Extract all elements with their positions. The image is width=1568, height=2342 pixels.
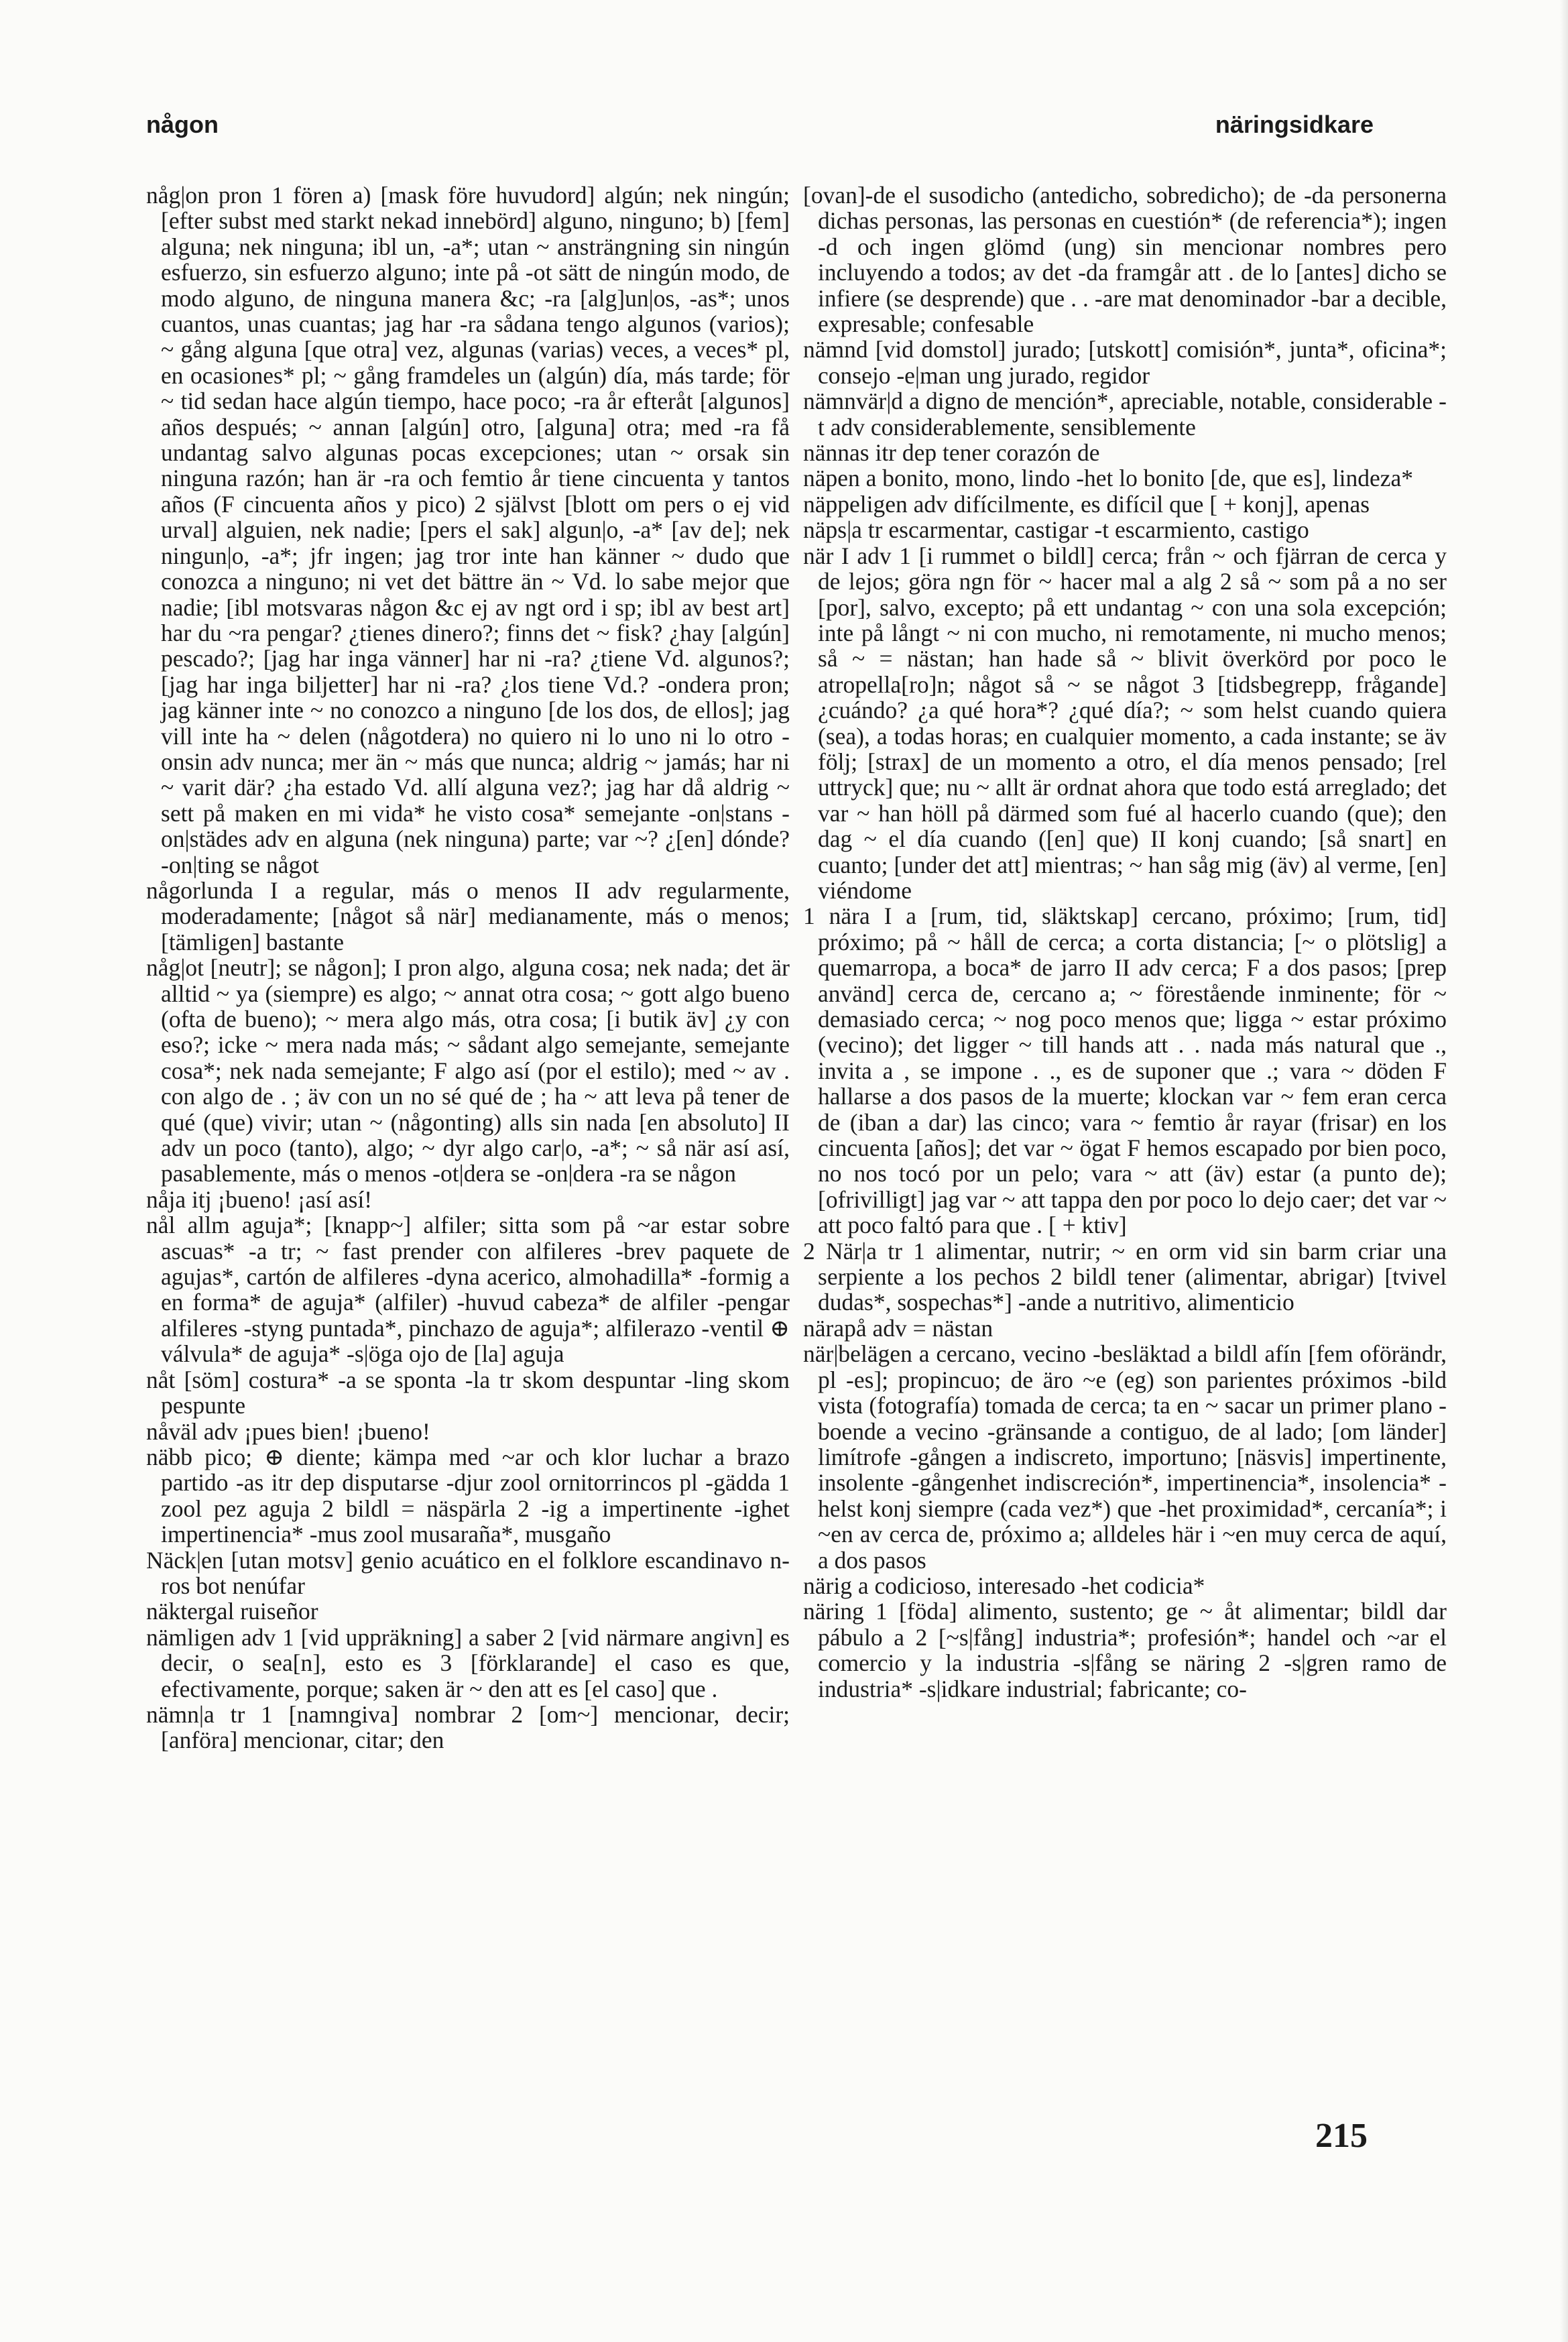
page-edge-shadow — [1560, 0, 1568, 2342]
dictionary-entry: 2 När|a tr 1 alimentar, nutrir; ~ en orm vid sin barm criar una serpiente a los pechos 2 bildl tener (alimentar, abrigar) [tvivel dudas*, sospechas*] -ande a nutritivo, alimenticio — [803, 1237, 1447, 1316]
dictionary-entry: när I adv 1 [i rummet o bildl] cerca; från ~ och fjärran de cerca y de lejos; göra ngn för ~ hacer mal a alg 2 så ~ som på a no ser [por], salvo, excepto; på ett undantag ~ con una sola excepción; inte på långt ~ ni con mucho, ni remotamente, ni mucho menos; så ~ = nästan; han hade så ~ blivit överkörd por poco le atropella[ro]n; något så ~ se något 3 [tidsbegrepp, frågande] ¿cuándo? ¿a qué hora*? ¿qué día?; ~ som helst cuando quiera (sea), a todas horas; en cualquier momento, a cada instante; se äv följ; [strax] de un momento a otro, el día menos pensado; [rel uttryck] que; nu ~ allt är ordnat ahora que todo está arreglado; det var ~ han höll på därmed som fué al hacerlo cuando (que); den dag ~ el día cuando ([en] que) II konj cuando; [så snart] en cuanto; [under det att] mientras; ~ han såg mig (äv) al verme, [en] viéndome — [803, 542, 1447, 904]
dictionary-entry: nännas itr dep tener corazón de — [803, 439, 1100, 467]
dictionary-entry: näbb pico; ⊕ diente; kämpa med ~ar och klor luchar a brazo partido -as itr dep disputarse -djur zool ornitorrincos pl -gädda 1 zool pez aguja 2 bildl = näspärla 2 -ig a impertinente -ighet impertinencia* -mus zool musaraña*, musgaño — [146, 1443, 790, 1548]
running-header — [0, 111, 1568, 151]
dictionary-entry: nåväl adv ¡pues bien! ¡bueno! — [146, 1417, 430, 1445]
dictionary-entry: näring 1 [föda] alimento, sustento; ge ~ åt alimentar; bildl dar pábulo a 2 [~s|fång] industria*; profesión*; handel och ~ar el comercio y la industria -s|fång se näring 2 -s|gren ramo de industria* -s|idkare industrial; fabricante; co- — [803, 1598, 1447, 1702]
dictionary-entry: någ|ot [neutr]; se någon]; I pron algo, alguna cosa; nek nada; det är alltid ~ ya (siempre) es algo; ~ annat otra cosa; ~ gott algo bueno (ofta de bueno); ~ mera algo más, otra cosa; [i butik äv] ¿y con eso?; icke ~ mera nada más; ~ sådant algo semejante, semejante cosa*; nek nada semejante; F algo así (por el estilo); med ~ av . con algo de . ; äv con un no sé qué de ; ha ~ att leva på tener de qué (que) vivir; utan ~ (någonting) alls sin nada [en absoluto] II adv un poco (tanto), algo; ~ dyr algo car|o, -a*; ~ så när así así, pasablemente, más o menos -ot|dera se -on|dera -ra se någon — [146, 954, 790, 1187]
dictionary-entry: närapå adv = nästan — [803, 1314, 993, 1342]
page-number: 215 — [1315, 2117, 1368, 2155]
dictionary-entry: Näck|en [utan motsv] genio acuático en el folklore escandinavo n-ros bot nenúfar — [146, 1546, 790, 1599]
dictionary-entry: någorlunda I a regular, más o menos II adv regularmente, moderadamente; [något så när] medianamente, más o menos; [tämligen] bastante — [146, 876, 790, 955]
dictionary-entry: nämnd [vid domstol] jurado; [utskott] comisión*, junta*, oficina*; consejo -e|man ung jurado, regidor — [803, 336, 1447, 389]
dictionary-entry: någ|on pron 1 fören a) [mask före huvudord] algún; nek ningún; [efter subst med starkt nekad innebörd] alguno, ninguno; b) [fem] alguna; nek ninguna; ibl un, -a*; utan ~ ansträngning sin ningún esfuerzo, sin esfuerzo alguno; inte på -ot sätt de ningún modo, de modo alguno, de ninguna manera &c; -ra [alg]un|os, -as*; unos cuantos, unas cuantas; jag har -ra sådana tengo algunos (varios); ~ gång alguna [que otra] vez, algunas (varias) veces, a veces* pl, en ocasiones* pl; ~ gång framdeles un (algún) día, más tarde; för ~ tid sedan hace algún tiempo, hace poco; -ra år efteråt [algunos] años después; ~ annan [algún] otro, [alguna] otra; med -ra få undantag salvo algunas pocas excepciones; utan ~ orsak sin ninguna razón; han är -ra och femtio år tiene cincuenta y tantos años (F cincuenta años y pico) 2 självst [blott om pers o ej vid urval] alguien, nek nadie; [pers el sak] algun|o, -a* [av de]; nek ningun|o, -a*; jfr ingen; jag tror inte han känner ~ dudo que conozca a ninguno; ni vet det bättre än ~ Vd. lo sabe mejor que nadie; [ibl motsvaras någon &c ej av ngt ord i sp; ibl av best art] har du ~ra pengar? ¿tienes dinero?; finns det ~ fisk? ¿hay [algún] pescado?; [jag har inga vänner] har ni -ra? ¿tiene Vd. algunos?; [jag har inga biljetter] har ni -ra? ¿los tiene Vd.? -ondera pron; jag känner inte ~ no conozco a ninguno [de los dos, de ellos]; jag vill inte ha ~ delen (någotdera) no quiero ni lo uno ni lo otro -onsin adv nunca; mer än ~ más que nunca; aldrig ~ jamás; har ni ~ varit där? ¿ha estado Vd. allí alguna vez?; jag har då aldrig ~ sett på maken en mi vida* he visto cosa* semejante -on|stans -on|städes adv en alguna (nek ninguna) parte; var ~? ¿[en] dónde? -on|ting se något — [146, 182, 790, 878]
dictionary-entry: när|belägen a cercano, vecino -besläktad a bildl afín [fem oförändr, pl -es]; propincuo; de äro ~e (eg) son parientes próximos -bild vista (fotografía) tomada de cerca; ta en ~ sacar un primer plano -boende a vecino -gränsande a contiguo, de al lado; [om länder] limítrofe -gången a indiscreto, importuno; [näsvis] impertinente, insolente -gångenhet indiscreción*, impertinencia*, insolencia* -helst konj siempre (cada vez*) que -het proximidad*, cercanía*; i ~en av cerca de, próximo a; alldeles här i ~en muy cerca de aquí, a dos pasos — [803, 1340, 1447, 1574]
dictionary-entry: närig a codicioso, interesado -het codicia* — [803, 1572, 1205, 1599]
header-last-word: näringsidkare — [1215, 111, 1374, 138]
dictionary-entry: näpen a bonito, mono, lindo -het lo bonito [de, que es], lindeza* — [803, 465, 1413, 492]
left-column — [146, 182, 790, 1753]
dictionary-entry: [ovan]-de el susodicho (antedicho, sobredicho); de -da personerna dichas personas, las personas en cuestión* (de referencia*); ingen -d och ingen glömd (ung) sin mencionar nombres pero incluyendo a todos; av det -da framgår att . de lo [antes] dicho se infiere (se desprende) que . . -are mat denominador -bar a decible, expresable; confesable — [803, 182, 1447, 338]
right-column — [803, 182, 1447, 1702]
dictionary-entry: nåt [söm] costura* -a se sponta -la tr skom despuntar -ling skom pespunte — [146, 1366, 790, 1419]
dictionary-entry: nåja itj ¡bueno! ¡así así! — [146, 1185, 373, 1213]
dictionary-entry: nämnvär|d a digno de mención*, apreciable, notable, considerable -t adv considerablemente, sensiblemente — [803, 388, 1447, 441]
dictionary-entry: näppeligen adv difícilmente, es difícil que [ + konj], apenas — [803, 490, 1370, 518]
dictionary-entry: näps|a tr escarmentar, castigar -t escarmiento, castigo — [803, 516, 1309, 544]
dictionary-entry: nämligen adv 1 [vid uppräkning] a saber 2 [vid närmare angivn] es decir, o sea[n], esto es 3 [förklarande] el caso es que, efectivamente, porque; saken är ~ den att es [el caso] que . — [146, 1623, 790, 1702]
dictionary-entry: nål allm aguja*; [knapp~] alfiler; sitta som på ~ar estar sobre ascuas* -a tr; ~ fast prender con alfileres -brev paquete de agujas*, cartón de alfileres -dyna acerico, almohadilla* -formig a en forma* de aguja* (alfiler) -huvud cabeza* de alfiler -pengar alfileres -styng puntada*, pinchazo de aguja*; alfilerazo -ventil ⊕ válvula* de aguja* -s|öga ojo de [la] aguja — [146, 1212, 790, 1368]
dictionary-entry: nämn|a tr 1 [namngiva] nombrar 2 [om~] mencionar, decir; [anföra] mencionar, citar; den — [146, 1700, 790, 1754]
dictionary-entry: näktergal ruiseñor — [146, 1598, 318, 1625]
dictionary-entry: 1 nära I a [rum, tid, släktskap] cercano, próximo; [rum, tid] próximo; på ~ håll de cerca; a corta distancia; [~ o plötslig] a quemarropa, a boca* de jarro II adv cerca; F a dos pasos; [prep använd] cerca de, cercano a; ~ förestående inminente; för ~ demasiado cerca; ~ nog poco menos que; ligga ~ estar próximo (vecino); det ligger ~ till hands att . . nada más natural que ., invita a , se impone . ., es de suponer que .; vara ~ döden F hallarse a dos pasos de la muerte; klockan var ~ fem eran cerca de (iban a dar) las cinco; vara ~ femtio år rayar (frisar) en los cincuenta [años]; det var ~ ögat F hemos escapado por bien poco, no nos tocó por un pelo; vara ~ att (äv) estar (a punto de); [ofrivilligt] jag var ~ att tappa den por poco lo dejo caer; det var ~ att poco faltó para que . [ + ktiv] — [803, 902, 1447, 1239]
header-first-word: någon — [146, 111, 219, 138]
